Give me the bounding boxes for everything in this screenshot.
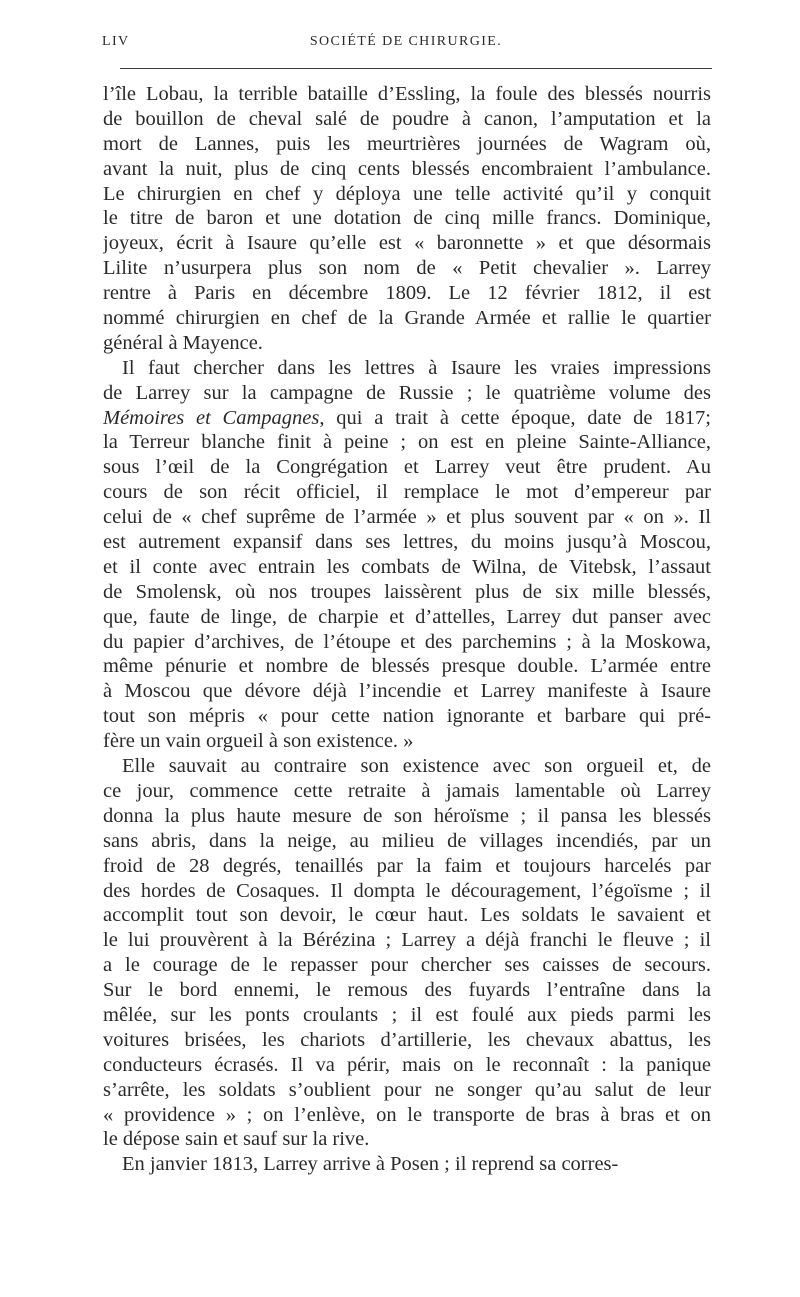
text-line: l’île Lobau, la terrible bataille d’Essling, la foule des blessés nourris [103, 83, 711, 105]
text-line: donna la plus haute mesure de son héroïsme ; il pansa les blessés [103, 804, 711, 827]
running-head-title: SOCIÉTÉ DE CHIRURGIE. [309, 34, 503, 49]
text-line: froid de 28 degrés, tenaillés par la faim et toujours harcelés par [103, 854, 711, 877]
text-line: le titre de baron et une dotation de cinq mille francs. Dominique, [103, 207, 711, 230]
text-line: Il faut chercher dans les lettres à Isaure les vraies impressions [122, 356, 711, 379]
text-line: est autrement expansif dans ses lettres, du moins jusqu’à Moscou, [103, 531, 711, 554]
text-line: de Larrey sur la campagne de Russie ; le quatrième volume des [103, 381, 711, 404]
text-line: avant la nuit, plus de cinq cents blessés encombraient l’ambulance. [103, 157, 711, 180]
text-line: des hordes de Cosaques. Il dompta le découragement, l’égoïsme ; il [103, 879, 711, 902]
text-line: conducteurs écrasés. Il va périr, mais on le reconnaît : la panique [103, 1053, 711, 1076]
text-line: ce jour, commence cette retraite à jamais lamentable où Larrey [103, 779, 711, 802]
text-line: cours de son récit officiel, il remplace le mot d’empereur par [103, 481, 711, 504]
text-line: celui de « chef suprême de l’armée » et plus souvent par « on ». Il [103, 506, 711, 529]
running-head [102, 34, 710, 56]
page-folio: LIV [102, 34, 130, 49]
text-line: nommé chirurgien en chef de la Grande Armée et rallie le quartier [103, 307, 711, 330]
text-line: voitures brisées, les chariots d’artillerie, les chevaux abattus, les [103, 1028, 711, 1051]
text-line: rentre à Paris en décembre 1809. Le 12 février 1812, il est [103, 282, 711, 305]
text-line: le lui prouvèrent à la Bérézina ; Larrey a déjà franchi le fleuve ; il [103, 929, 711, 952]
text-line: accomplit tout son devoir, le cœur haut. Les soldats le savaient et [103, 904, 711, 927]
text-line: le dépose sain et sauf sur la rive. [103, 1128, 370, 1151]
text-line: Le chirurgien en chef y déploya une telle activité qu’il y conquit [103, 182, 711, 205]
text-line: s’arrête, les soldats s’oublient pour ne songer qu’au salut de leur [103, 1078, 711, 1101]
text-line: Lilite n’usurpera plus son nom de « Petit chevalier ». Larrey [103, 257, 711, 280]
text-line: Elle sauvait au contraire son existence avec son orgueil et, de [122, 755, 711, 778]
text-line: sous l’œil de la Congrégation et Larrey veut être prudent. Au [103, 456, 711, 479]
text-line: de bouillon de cheval salé de poudre à canon, l’amputation et la [103, 107, 711, 130]
header-rule [120, 68, 712, 69]
text-line: la Terreur blanche finit à peine ; on est en pleine Sainte-Alliance, [103, 431, 711, 454]
text-line: sans abris, dans la neige, au milieu de villages incendiés, par un [103, 829, 711, 852]
text-line: a le courage de le repasser pour chercher ses caisses de secours. [103, 954, 711, 977]
text-line: mêlée, sur les ponts croulants ; il est foulé aux pieds parmi les [103, 1003, 711, 1026]
text-line: En janvier 1813, Larrey arrive à Posen ; il reprend sa corres- [122, 1153, 619, 1176]
text-line: même pénurie et nombre de blessés presque double. L’armée entre [103, 655, 711, 678]
text-line: de Smolensk, où nos troupes laissèrent plus de six mille blessés, [103, 580, 711, 603]
text-line: tout son mépris « pour cette nation ignorante et barbare qui pré- [103, 705, 711, 728]
text-line: du papier d’archives, de l’étoupe et des parchemins ; à la Moskowa, [103, 630, 711, 653]
text-line: fère un vain orgueil à son existence. » [103, 730, 414, 753]
text-line: et il conte avec entrain les combats de Wilna, de Vitebsk, l’assaut [103, 555, 711, 578]
text-line: à Moscou que dévore déjà l’incendie et Larrey manifeste à Isaure [103, 680, 711, 703]
text-line: Mémoires et Campagnes, qui a trait à cette époque, date de 1817; [103, 406, 711, 429]
text-line: général à Mayence. [103, 331, 263, 354]
text-line: Sur le bord ennemi, le remous des fuyards l’entraîne dans la [103, 979, 711, 1002]
text-line: que, faute de linge, de charpie et d’attelles, Larrey dut panser avec [103, 605, 711, 628]
italic-title: Mémoires et Campagnes [103, 406, 320, 429]
text-line: « providence » ; on l’enlève, on le transporte de bras à bras et on [103, 1103, 711, 1126]
text-line: joyeux, écrit à Isaure qu’elle est « baronnette » et que désormais [103, 232, 711, 255]
body-text [103, 82, 711, 1177]
text-line: mort de Lannes, puis les meurtrières journées de Wagram où, [103, 132, 711, 155]
